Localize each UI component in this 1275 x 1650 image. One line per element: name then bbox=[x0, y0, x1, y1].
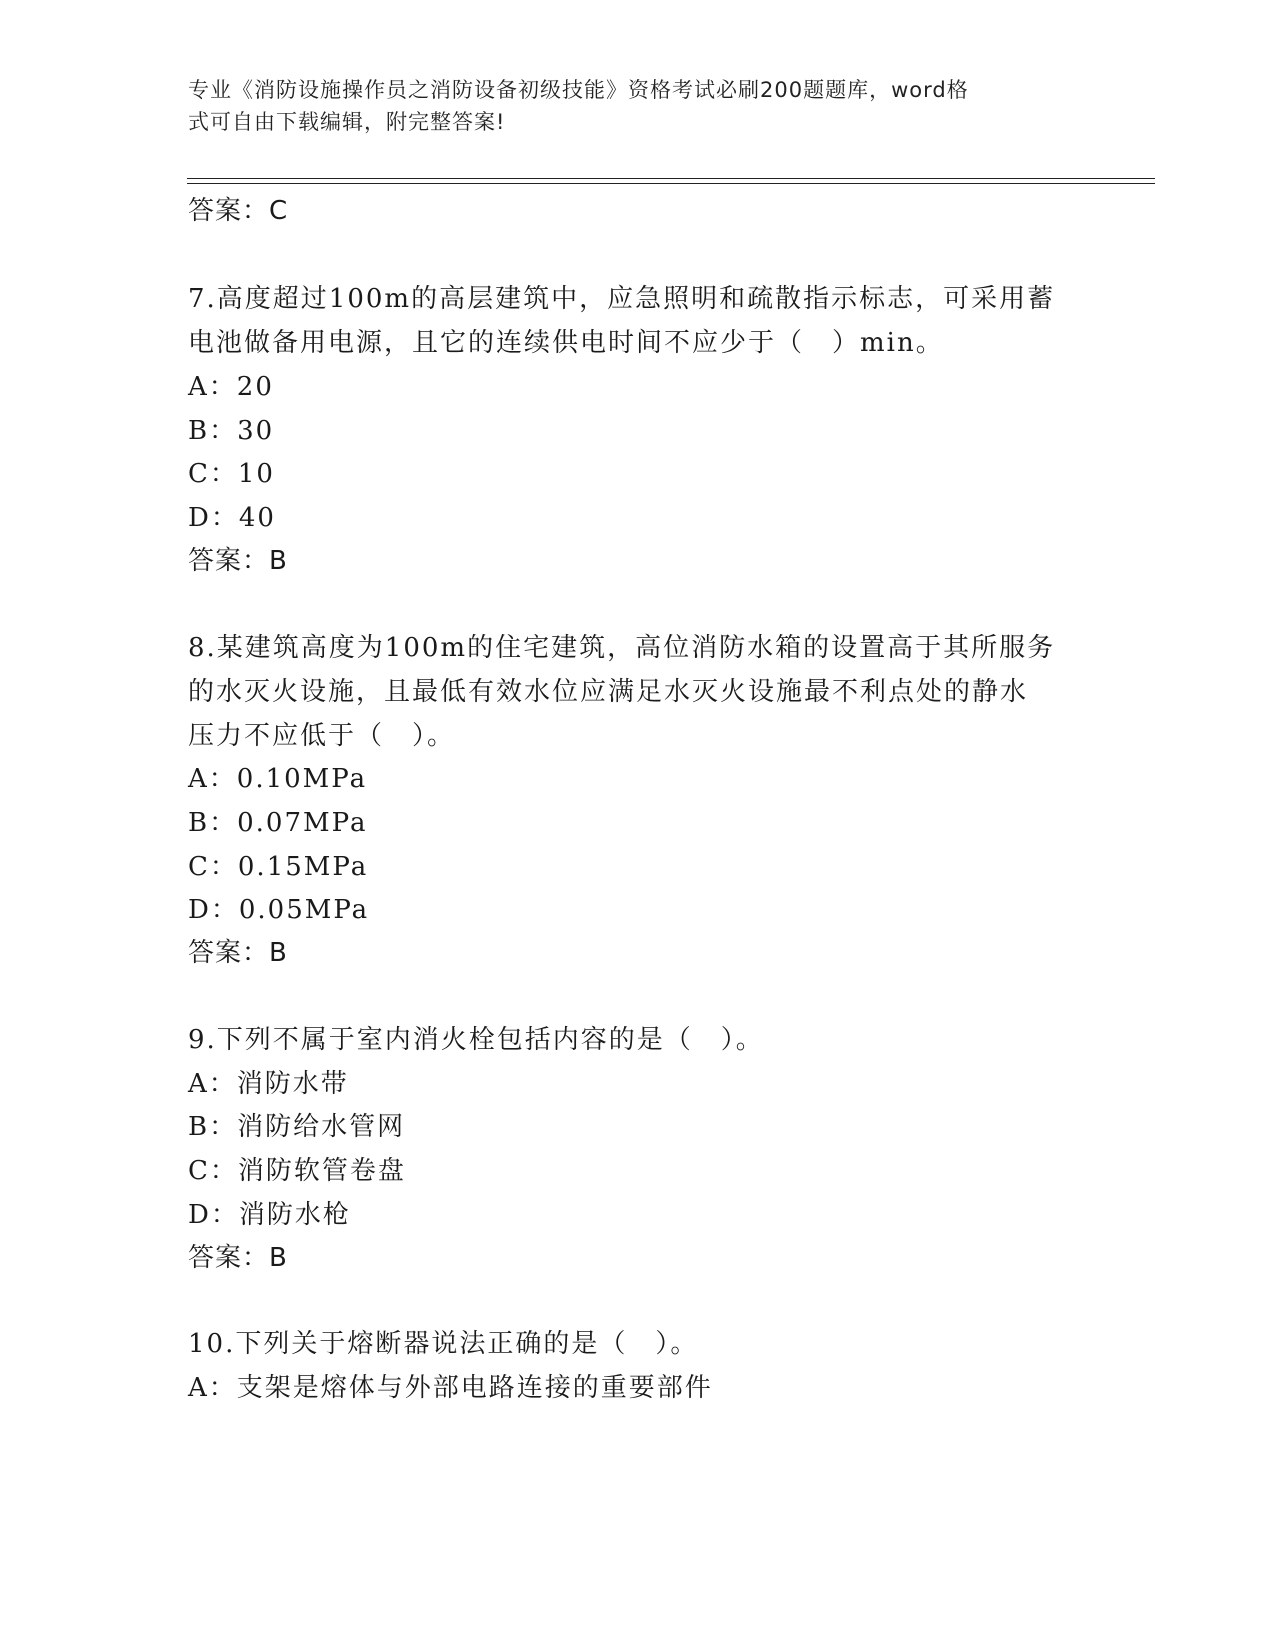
question-9-option-b: B：消防给水管网 bbox=[188, 1112, 406, 1142]
question-9-option-c: C：消防软管卷盘 bbox=[188, 1156, 406, 1186]
question-7-answer: 答案：B bbox=[188, 546, 288, 576]
question-7-text-line-1: 7.高度超过100m的高层建筑中，应急照明和疏散指示标志，可采用蓄 bbox=[188, 284, 1056, 314]
document-header bbox=[188, 74, 1068, 138]
previous-answer: 答案：C bbox=[188, 196, 289, 226]
question-7-option-b: B：30 bbox=[188, 416, 275, 446]
question-7-option-c: C：10 bbox=[188, 459, 275, 489]
question-9-option-a: A：消防水带 bbox=[188, 1069, 349, 1099]
question-8-option-c: C：0.15MPa bbox=[188, 852, 369, 882]
question-7-text-line-2: 电池做备用电源，且它的连续供电时间不应少于（ ）min。 bbox=[188, 328, 944, 358]
header-line-1: 专业《消防设施操作员之消防设备初级技能》资格考试必刷200题题库，word格 bbox=[188, 78, 969, 102]
question-8-option-a: A：0.10MPa bbox=[188, 764, 368, 794]
question-10-option-a: A：支架是熔体与外部电路连接的重要部件 bbox=[188, 1373, 713, 1403]
question-7-option-d: D：40 bbox=[188, 503, 276, 533]
question-9-text-line-1: 9.下列不属于室内消火栓包括内容的是（ ）。 bbox=[188, 1025, 764, 1055]
question-8-answer: 答案：B bbox=[188, 938, 288, 968]
question-9-answer: 答案：B bbox=[188, 1243, 288, 1273]
header-divider-top bbox=[187, 178, 1155, 179]
question-7-option-a: A：20 bbox=[188, 372, 274, 402]
header-divider-bottom bbox=[187, 183, 1155, 184]
question-8-text-line-1: 8.某建筑高度为100m的住宅建筑，高位消防水箱的设置高于其所服务 bbox=[188, 633, 1056, 663]
question-8-text-line-3: 压力不应低于（ ）。 bbox=[188, 721, 456, 751]
question-8-option-b: B：0.07MPa bbox=[188, 808, 368, 838]
question-10-text-line-1: 10.下列关于熔断器说法正确的是（ ）。 bbox=[188, 1329, 699, 1359]
header-line-2: 式可自由下载编辑，附完整答案! bbox=[188, 110, 506, 134]
question-9-option-d: D：消防水枪 bbox=[188, 1200, 351, 1230]
question-8-text-line-2: 的水灭火设施，且最低有效水位应满足水灭火设施最不利点处的静水 bbox=[188, 677, 1029, 707]
question-8-option-d: D：0.05MPa bbox=[188, 895, 370, 925]
